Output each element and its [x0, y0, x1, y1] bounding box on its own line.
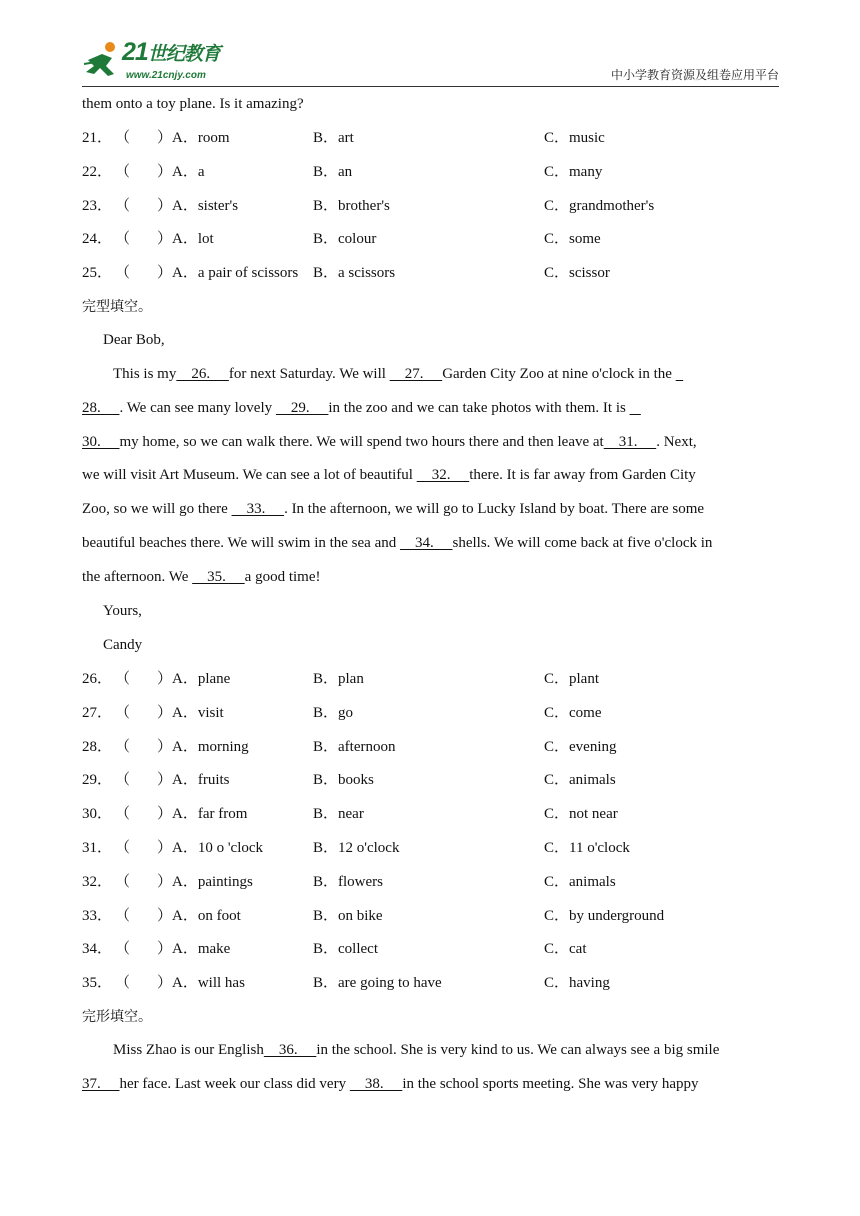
option-b[interactable]: B．flowers: [313, 873, 383, 890]
paragraph-text: . We can see many lovely: [119, 399, 276, 416]
section-title: 完型填空。: [82, 299, 152, 315]
answer-bracket-close: ）: [157, 130, 173, 146]
question-number: 23．: [82, 197, 113, 214]
logo-url: www.21cnjy.com: [126, 70, 206, 81]
answer-bracket-open[interactable]: （: [115, 907, 131, 924]
answer-bracket-close: ）: [157, 197, 173, 214]
paragraph-text: for next Saturday. We will: [228, 366, 390, 382]
question-number: 33．: [82, 907, 113, 924]
option-b[interactable]: B．go: [313, 704, 354, 721]
answer-bracket-close: ）: [157, 806, 173, 823]
answer-bracket-open[interactable]: （: [115, 197, 131, 214]
option-a[interactable]: A．room: [172, 130, 230, 146]
answer-blank[interactable]: 35.: [192, 568, 245, 585]
answer-bracket-close: ）: [157, 907, 173, 924]
answer-bracket-open[interactable]: （: [115, 671, 131, 687]
option-c[interactable]: C．11 o'clock: [544, 840, 630, 856]
answer-blank[interactable]: 34.: [400, 535, 453, 551]
answer-blank[interactable]: 36.: [263, 1042, 317, 1058]
option-b[interactable]: B．an: [313, 163, 353, 180]
option-c[interactable]: C．animals: [544, 772, 616, 789]
option-a[interactable]: A．make: [172, 941, 231, 958]
option-a[interactable]: A．fruits: [172, 772, 230, 789]
option-a[interactable]: A．visit: [172, 704, 224, 721]
letter-greeting: Dear Bob,: [103, 332, 165, 348]
site-logo: [82, 40, 252, 84]
paragraph-line: [82, 533, 779, 553]
paragraph-line: [82, 364, 779, 384]
paragraph-line: [82, 465, 779, 485]
option-c[interactable]: C．come: [544, 704, 602, 721]
answer-blank[interactable]: [630, 400, 641, 416]
answer-blank[interactable]: 38.: [349, 1075, 403, 1092]
paragraph-text: Garden City Zoo at nine o'clock in the: [442, 366, 676, 382]
answer-bracket-open[interactable]: （: [115, 738, 131, 755]
answer-bracket-open[interactable]: （: [115, 840, 131, 856]
logo-wordmark: 21世纪教育: [122, 38, 220, 66]
answer-bracket-close: ）: [157, 873, 173, 890]
option-a[interactable]: A．a pair of scissors: [172, 265, 299, 282]
answer-bracket-close: ）: [157, 772, 173, 789]
paragraph-line: [82, 1074, 779, 1094]
option-a[interactable]: A．far from: [172, 806, 248, 823]
header-platform-text: 中小学教育资源及组卷应用平台: [610, 68, 779, 82]
passage-tail: them onto a toy plane. Is it amazing?: [82, 96, 304, 112]
paragraph-text: her face. Last week our class did very: [119, 1075, 350, 1092]
option-b[interactable]: B．near: [313, 806, 364, 823]
paragraph-line: [82, 1040, 779, 1060]
answer-blank[interactable]: 29.: [275, 399, 329, 416]
paragraph-text: in the zoo and we can take photos with them. It is: [328, 399, 630, 416]
option-b[interactable]: B．are going to have: [313, 975, 442, 992]
option-c[interactable]: C．not near: [544, 806, 618, 823]
option-b[interactable]: B．collect: [313, 941, 378, 958]
paragraph-text: my home, so we can walk there. We will spend two hours there and then leave at: [119, 433, 604, 450]
question-number: 22．: [82, 163, 113, 180]
paragraph-text: there. It is far away from Garden City: [469, 467, 696, 484]
question-number: 31．: [82, 840, 113, 856]
paragraph-text: Miss Zhao is our English: [113, 1042, 264, 1058]
paragraph-text: shells. We will come back at five o'clock in: [452, 535, 713, 551]
letter-closing: Yours,: [103, 603, 142, 619]
letter-signature: Candy: [103, 637, 143, 653]
answer-bracket-open[interactable]: （: [115, 163, 131, 180]
answer-blank[interactable]: 27.: [389, 366, 443, 382]
answer-bracket-open[interactable]: （: [115, 265, 131, 282]
option-b[interactable]: B．art: [313, 130, 354, 146]
question-number: 24．: [82, 231, 113, 248]
answer-blank[interactable]: 26.: [176, 366, 229, 382]
option-a[interactable]: A．a: [172, 163, 205, 180]
option-b[interactable]: B．plan: [313, 671, 364, 687]
option-b[interactable]: B．afternoon: [313, 738, 396, 755]
answer-bracket-close: ）: [157, 704, 173, 721]
option-c[interactable]: C．plant: [544, 671, 599, 687]
paragraph-text: beautiful beaches there. We will swim in the sea and: [82, 535, 400, 551]
answer-bracket-close: ）: [157, 738, 173, 755]
paragraph-line: [82, 432, 779, 452]
paragraph-text: Zoo, so we will go there: [82, 501, 232, 518]
answer-blank[interactable]: 33.: [231, 501, 285, 518]
question-number: 28．: [82, 738, 113, 755]
option-b[interactable]: B．a scissors: [313, 265, 396, 282]
question-number: 35．: [82, 975, 113, 992]
question-number: 29．: [82, 772, 113, 789]
answer-bracket-close: ）: [157, 163, 173, 180]
answer-bracket-close: ）: [157, 265, 173, 282]
option-c[interactable]: C．music: [544, 130, 605, 146]
paragraph-text: . Next,: [656, 433, 697, 450]
paragraph-text: in the school. She is very kind to us. We can always see a big smile: [316, 1042, 720, 1058]
option-a[interactable]: A．will has: [172, 975, 245, 992]
paragraph-text: This is my: [113, 366, 177, 382]
answer-bracket-close: ）: [157, 840, 173, 856]
option-b[interactable]: B．colour: [313, 231, 377, 248]
answer-bracket-close: ）: [157, 671, 173, 687]
paragraph-text: . In the afternoon, we will go to Lucky Island by boat. There are some: [284, 501, 705, 518]
answer-bracket-open[interactable]: （: [115, 941, 131, 958]
paragraph-text: in the school sports meeting. She was very happy: [402, 1075, 699, 1092]
option-c[interactable]: C．evening: [544, 738, 617, 755]
option-b[interactable]: B．brother's: [313, 197, 390, 214]
option-b[interactable]: B．12 o'clock: [313, 840, 400, 856]
option-c[interactable]: C．some: [544, 231, 601, 248]
answer-bracket-close: ）: [157, 975, 173, 992]
runner-icon: [82, 40, 124, 80]
option-a[interactable]: A．10 o 'clock: [172, 840, 264, 856]
option-b[interactable]: B．books: [313, 772, 374, 789]
option-c[interactable]: C．grandmother's: [544, 197, 655, 214]
answer-bracket-open[interactable]: （: [115, 130, 131, 146]
option-a[interactable]: A．paintings: [172, 873, 253, 890]
question-number: 34．: [82, 941, 113, 958]
answer-blank[interactable]: 30.: [82, 433, 120, 450]
answer-blank[interactable]: 28.: [82, 399, 120, 416]
answer-bracket-close: ）: [157, 941, 173, 958]
option-a[interactable]: A．plane: [172, 671, 231, 687]
answer-bracket-open[interactable]: （: [115, 975, 131, 992]
paragraph-text: the afternoon. We: [82, 568, 193, 585]
option-a[interactable]: A．lot: [172, 231, 214, 248]
paragraph-line: [82, 499, 779, 519]
question-number: 27．: [82, 704, 113, 721]
option-c[interactable]: C．scissor: [544, 265, 610, 282]
option-a[interactable]: A．morning: [172, 738, 249, 755]
answer-bracket-open[interactable]: （: [115, 772, 131, 789]
option-a[interactable]: A．on foot: [172, 907, 241, 924]
answer-bracket-open[interactable]: （: [115, 231, 131, 248]
paragraph-text: we will visit Art Museum. We can see a lot of beautiful: [82, 467, 417, 484]
question-number: 26．: [82, 671, 113, 687]
option-c[interactable]: C．cat: [544, 941, 587, 958]
question-number: 30．: [82, 806, 113, 823]
answer-bracket-close: ）: [157, 231, 173, 248]
page-header: [82, 38, 779, 87]
answer-bracket-open[interactable]: （: [115, 704, 131, 721]
question-number: 25．: [82, 265, 113, 282]
answer-blank[interactable]: 32.: [416, 467, 470, 484]
answer-blank[interactable]: 31.: [603, 433, 657, 450]
option-c[interactable]: C．by underground: [544, 907, 665, 924]
paragraph-line: [82, 567, 779, 587]
answer-blank[interactable]: 37.: [82, 1075, 120, 1092]
answer-blank[interactable]: [676, 366, 684, 382]
question-number: 21．: [82, 130, 113, 146]
question-number: 32．: [82, 873, 113, 890]
paragraph-line: [82, 398, 779, 418]
answer-bracket-open[interactable]: （: [115, 806, 131, 823]
paragraph-text: a good time!: [244, 568, 321, 585]
option-c[interactable]: C．many: [544, 163, 603, 180]
answer-bracket-open[interactable]: （: [115, 873, 131, 890]
option-c[interactable]: C．having: [544, 975, 610, 992]
section-title-2: 完形填空。: [82, 1009, 152, 1025]
option-c[interactable]: C．animals: [544, 873, 616, 890]
option-b[interactable]: B．on bike: [313, 907, 383, 924]
option-a[interactable]: A．sister's: [172, 197, 239, 214]
